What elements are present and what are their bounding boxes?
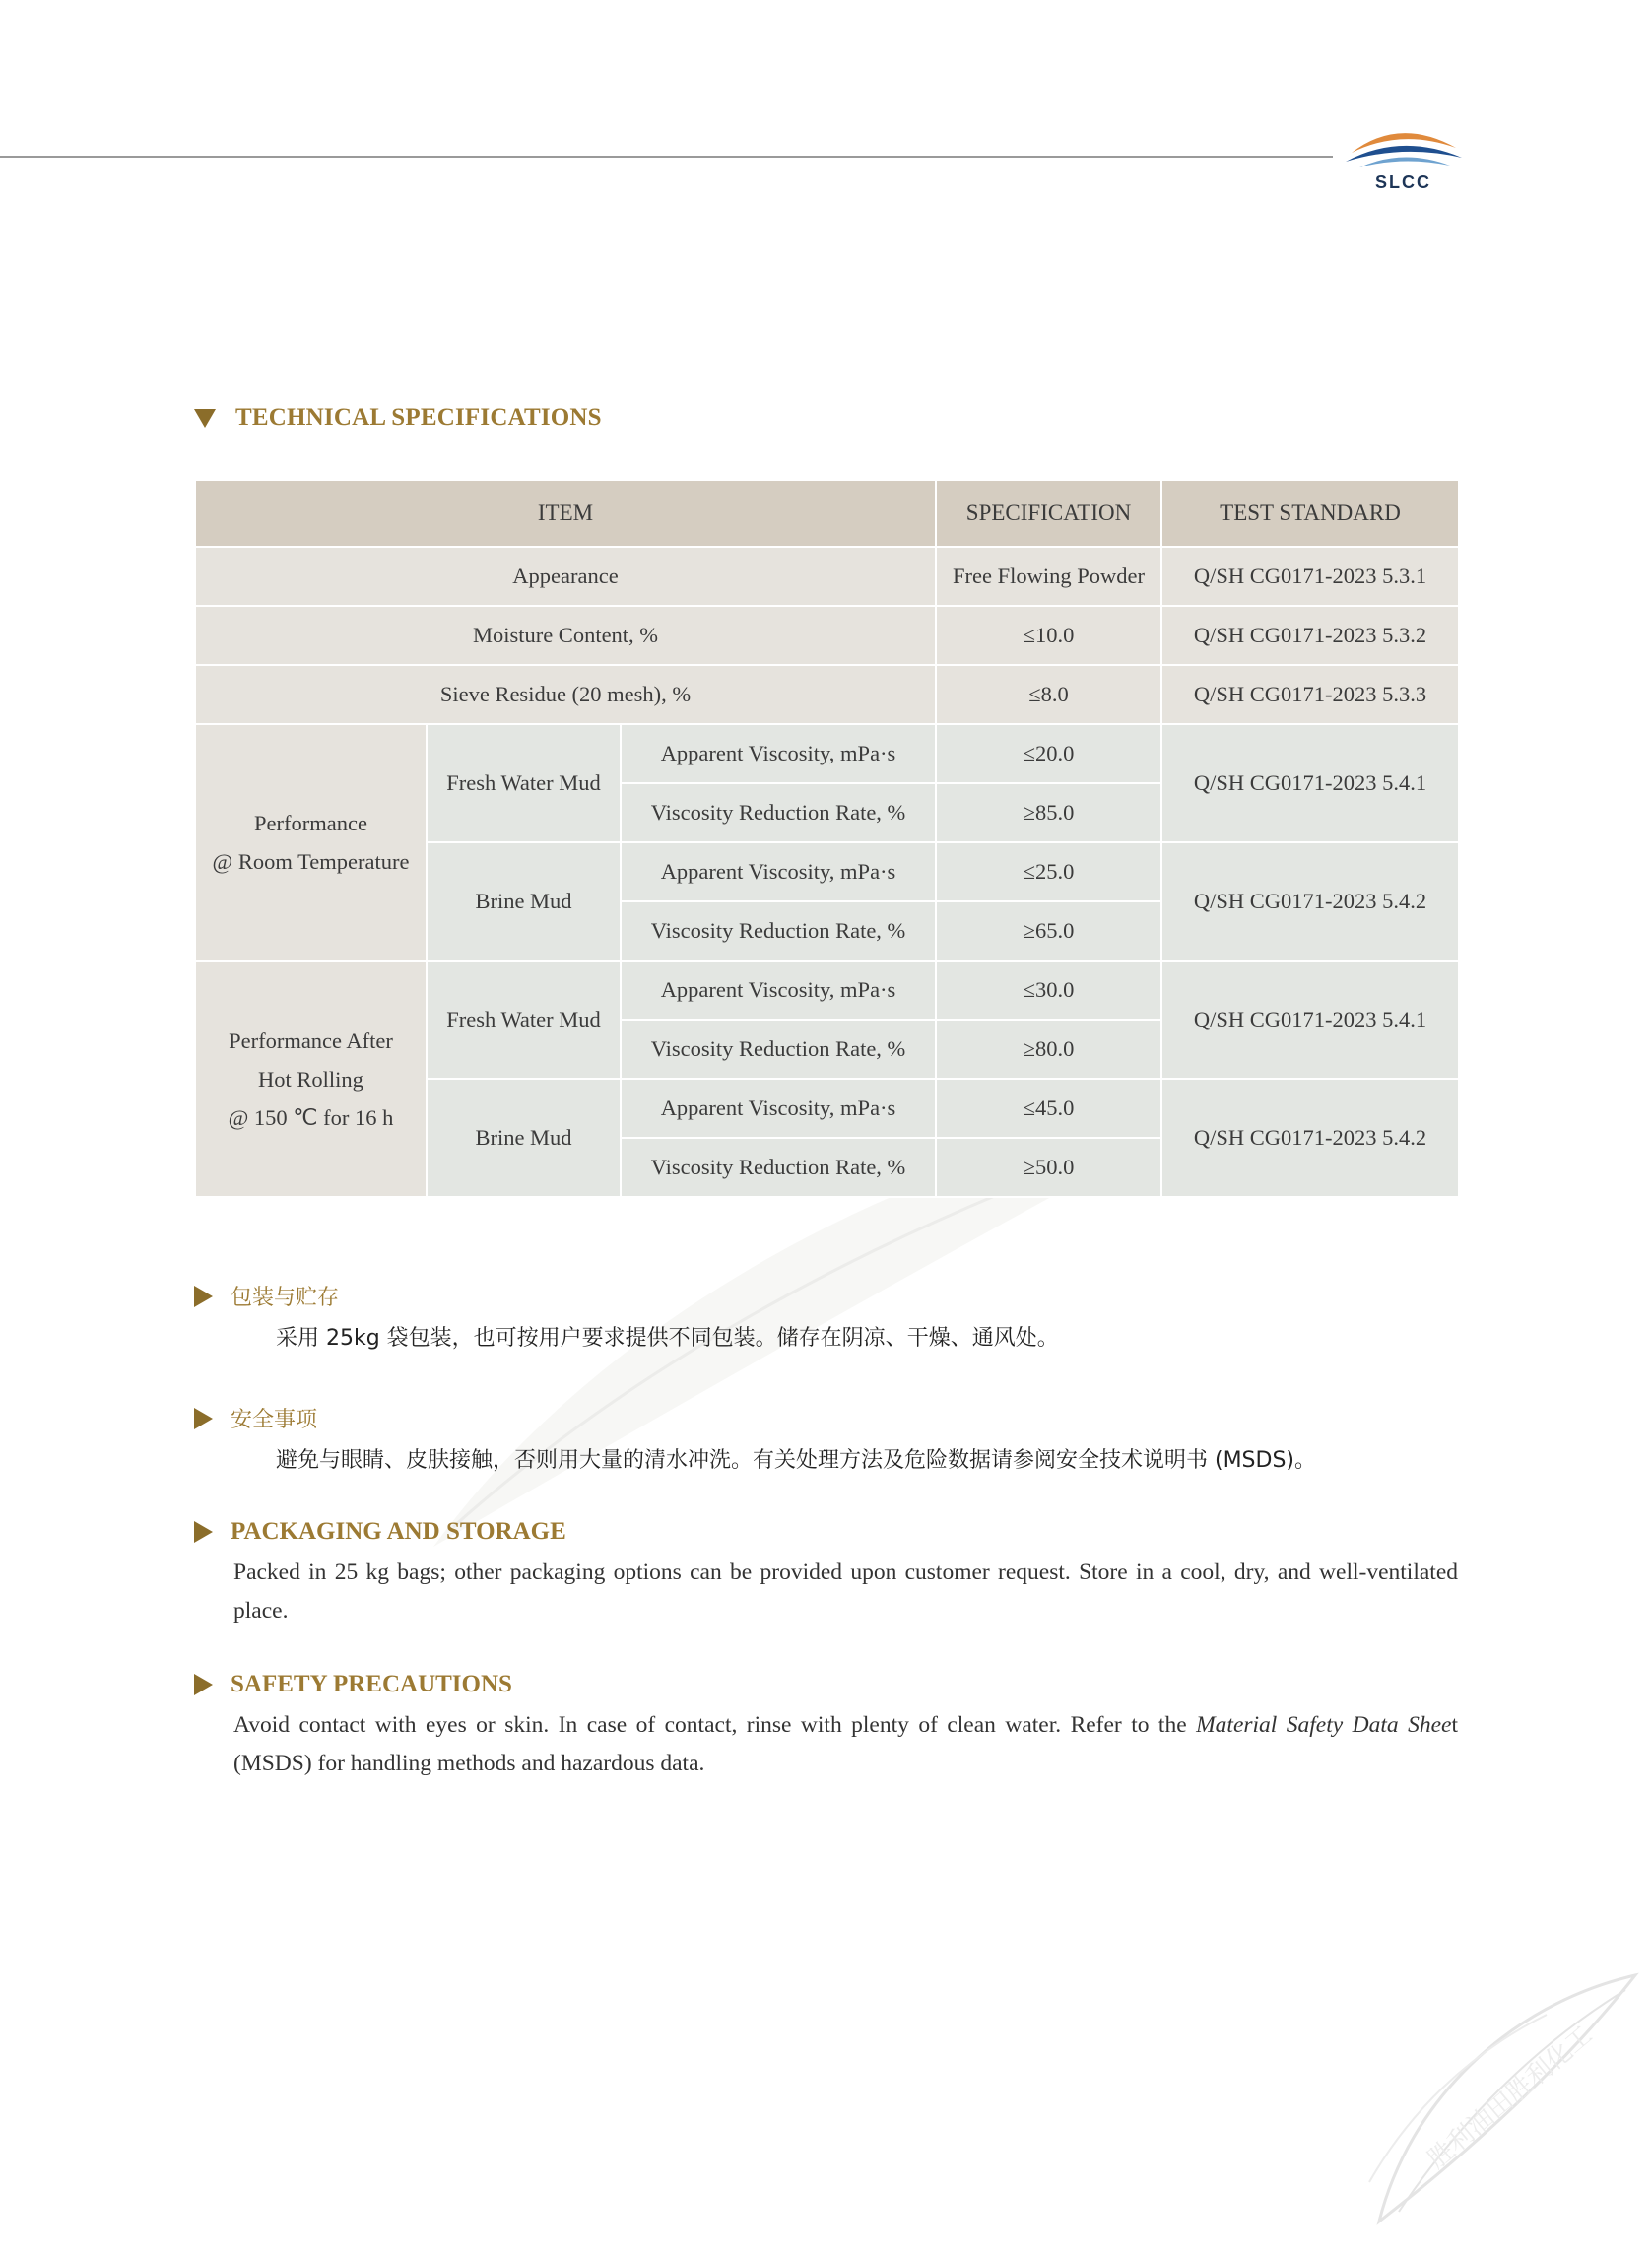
slcc-logo <box>1340 118 1468 197</box>
table-header-row <box>195 480 1459 547</box>
triangle-right-icon <box>194 1286 213 1307</box>
triangle-right-icon <box>194 1408 213 1429</box>
parameter-cell: Viscosity Reduction Rate, % <box>621 901 936 961</box>
category-cell-hot-rolling <box>195 961 427 1197</box>
standard-cell: Q/SH CG0171-2023 5.4.1 <box>1161 724 1459 842</box>
standard-cell: Q/SH CG0171-2023 5.3.2 <box>1161 606 1459 665</box>
section-body: Packed in 25 kg bags; other packaging options can be provided upon customer request. Store in a cool, dry, and well-ventilated place. <box>233 1559 1458 1624</box>
section-body <box>233 1706 1458 1783</box>
section-heading <box>194 1518 1465 1546</box>
heading-text: TECHNICAL SPECIFICATIONS <box>235 404 602 431</box>
cn-safety-section <box>194 1403 1465 1474</box>
category-line: Hot Rolling <box>258 1066 363 1092</box>
logo-text: SLCC <box>1375 172 1431 192</box>
item-cell: Moisture Content, % <box>195 606 936 665</box>
header-divider <box>0 156 1333 158</box>
standard-cell: Q/SH CG0171-2023 5.3.3 <box>1161 665 1459 724</box>
parameter-cell: Apparent Viscosity, mPa·s <box>621 842 936 901</box>
msds-italic-text: Material Safety Data Shee <box>1196 1712 1452 1738</box>
section-title: 包装与贮存 <box>231 1286 340 1310</box>
header-item: ITEM <box>195 480 936 547</box>
section-heading <box>194 1671 1465 1698</box>
cn-packaging-section <box>194 1281 1465 1352</box>
standard-cell: Q/SH CG0171-2023 5.3.1 <box>1161 547 1459 606</box>
mud-type-cell: Brine Mud <box>427 1079 621 1197</box>
parameter-cell: Viscosity Reduction Rate, % <box>621 1020 936 1079</box>
spec-cell: ≥85.0 <box>936 783 1161 842</box>
category-line: Performance <box>254 811 367 835</box>
specifications-table <box>194 479 1460 1198</box>
spec-cell: ≤20.0 <box>936 724 1161 783</box>
parameter-cell: Apparent Viscosity, mPa·s <box>621 724 936 783</box>
mud-type-cell: Fresh Water Mud <box>427 724 621 842</box>
parameter-cell: Viscosity Reduction Rate, % <box>621 1138 936 1197</box>
section-title: SAFETY PRECAUTIONS <box>231 1671 512 1697</box>
body-text: t (MSDS) for handling methods and hazardous data. <box>233 1712 1458 1776</box>
category-line: @ 150 ℃ for 16 h <box>228 1104 394 1130</box>
table-row <box>195 724 1459 783</box>
standard-cell: Q/SH CG0171-2023 5.4.2 <box>1161 842 1459 961</box>
item-cell: Appearance <box>195 547 936 606</box>
mud-type-cell: Brine Mud <box>427 842 621 961</box>
spec-cell: ≤25.0 <box>936 842 1161 901</box>
item-cell: Sieve Residue (20 mesh), % <box>195 665 936 724</box>
technical-specifications-heading <box>194 404 602 431</box>
triangle-right-icon <box>194 1521 213 1543</box>
table-row <box>195 606 1459 665</box>
spec-cell: ≥80.0 <box>936 1020 1161 1079</box>
table-row <box>195 547 1459 606</box>
section-heading <box>194 1281 1465 1311</box>
standard-cell: Q/SH CG0171-2023 5.4.1 <box>1161 961 1459 1079</box>
en-safety-section <box>194 1671 1465 1783</box>
en-packaging-section <box>194 1518 1465 1630</box>
parameter-cell: Viscosity Reduction Rate, % <box>621 783 936 842</box>
section-title: 安全事项 <box>231 1408 318 1432</box>
parameter-cell: Apparent Viscosity, mPa·s <box>621 1079 936 1138</box>
triangle-down-icon <box>194 409 216 428</box>
logo-swoosh-icon <box>1340 118 1468 177</box>
spec-cell: ≥50.0 <box>936 1138 1161 1197</box>
watermark-text: 胜利油田胜利化工 <box>1421 2020 1599 2175</box>
header-test-standard: TEST STANDARD <box>1161 480 1459 547</box>
spec-cell: ≤10.0 <box>936 606 1161 665</box>
mud-type-cell: Fresh Water Mud <box>427 961 621 1079</box>
category-line: Performance After <box>229 1028 393 1053</box>
spec-cell: Free Flowing Powder <box>936 547 1161 606</box>
spec-cell: ≥65.0 <box>936 901 1161 961</box>
spec-cell: ≤45.0 <box>936 1079 1161 1138</box>
category-cell-room-temperature <box>195 724 427 961</box>
header-specification: SPECIFICATION <box>936 480 1161 547</box>
section-heading <box>194 1403 1465 1433</box>
section-body: 采用 25kg 袋包装，也可按用户要求提供不同包装。储存在阴凉、干燥、通风处。 <box>276 1326 1059 1351</box>
triangle-right-icon <box>194 1674 213 1695</box>
body-text: Avoid contact with eyes or skin. In case of contact, rinse with plenty of clean water. Refer to the <box>233 1712 1197 1738</box>
parameter-cell: Apparent Viscosity, mPa·s <box>621 961 936 1020</box>
table-row <box>195 961 1459 1020</box>
category-line: @ Room Temperature <box>212 849 410 874</box>
spec-cell: ≤8.0 <box>936 665 1161 724</box>
section-body: 避免与眼睛、皮肤接触，否则用大量的清水冲洗。有关处理方法及危险数据请参阅安全技术说明书 (MSDS)。 <box>276 1448 1317 1473</box>
standard-cell: Q/SH CG0171-2023 5.4.2 <box>1161 1079 1459 1197</box>
spec-cell: ≤30.0 <box>936 961 1161 1020</box>
table-row <box>195 665 1459 724</box>
section-title: PACKAGING AND STORAGE <box>231 1518 566 1545</box>
